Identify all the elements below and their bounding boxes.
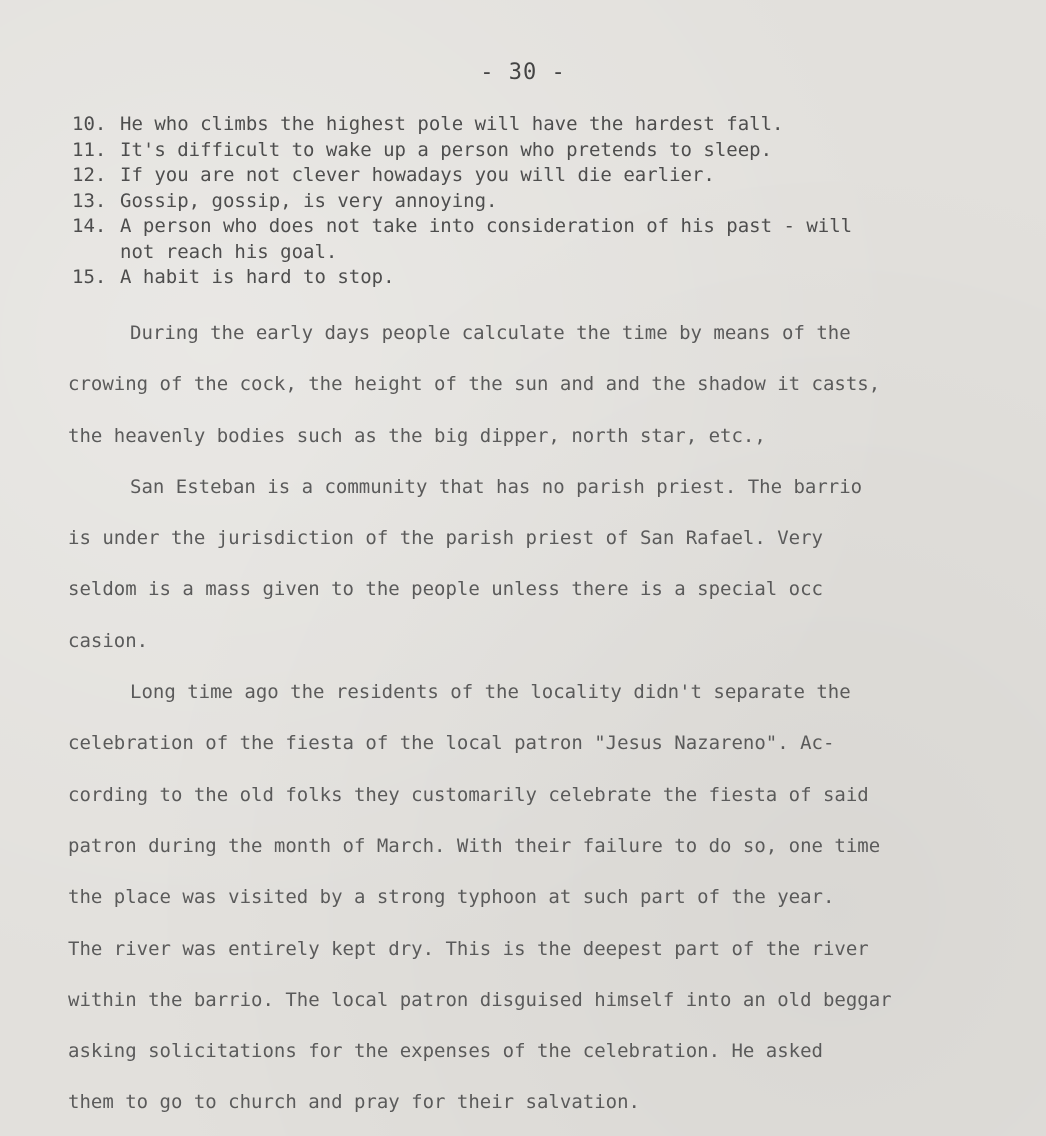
item-number: 10. [72,113,107,135]
item-text: Gossip, gossip, is very annoying. [120,189,498,212]
list-item [72,138,972,164]
list-item [72,265,972,291]
text-line: the place was visited by a strong typhoon at such part of the year. [68,886,835,909]
item-text: It's difficult to wake up a person who pretends to sleep. [120,138,773,161]
text-line: the heavenly bodies such as the big dipper, north star, etc., [68,424,766,447]
item-text: He who climbs the highest pole will have the hardest fall. [120,113,784,135]
item-text: A habit is hard to stop. [120,266,395,288]
text-line: them to go to church and pray for their salvation. [68,1091,640,1114]
text-line: asking solicitations for the expenses of the celebration. He asked [68,1040,823,1063]
text-line: Long time ago the residents of the locality didn't separate the [130,681,851,704]
text-line: The river was entirely kept dry. This is the deepest part of the river [68,937,869,960]
body-text [68,308,998,1129]
paragraph-timekeeping [68,308,998,462]
text-line: crowing of the cock, the height of the sun and and the shadow it casts, [68,373,881,396]
text-line: is under the jurisdiction of the parish priest of San Rafael. Very [68,527,823,550]
list-item [72,189,972,215]
item-text: A person who does not take into consideration of his past - will not reach his goal. [120,215,853,263]
text-line: celebration of the fiesta of the local patron "Jesus Nazareno". Ac- [68,732,835,755]
item-number: 11. [72,138,107,161]
text-line: During the early days people calculate the time by means of the [130,322,851,344]
list-item [72,163,972,189]
item-number: 15. [72,266,107,288]
paragraph-fiesta [68,667,998,1129]
proverb-list [72,112,972,291]
text-line: San Esteban is a community that has no parish priest. The barrio [130,475,863,498]
list-item [72,112,972,138]
text-line: cording to the old folks they customarily celebrate the fiesta of said [68,783,869,806]
item-number: 13. [72,189,107,212]
page-number: - 30 - [480,60,566,85]
text-line: patron during the month of March. With their failure to do so, one time [68,834,881,857]
list-item [72,214,972,265]
text-line: within the barrio. The local patron disguised himself into an old beggar [68,988,892,1011]
item-number: 14. [72,215,107,237]
item-number: 12. [72,164,107,186]
text-line: casion. [68,629,149,652]
item-text: If you are not clever howadays you will die earlier. [120,164,715,186]
text-line: seldom is a mass given to the people unless there is a special occ [68,578,823,601]
paragraph-parish [68,462,998,667]
